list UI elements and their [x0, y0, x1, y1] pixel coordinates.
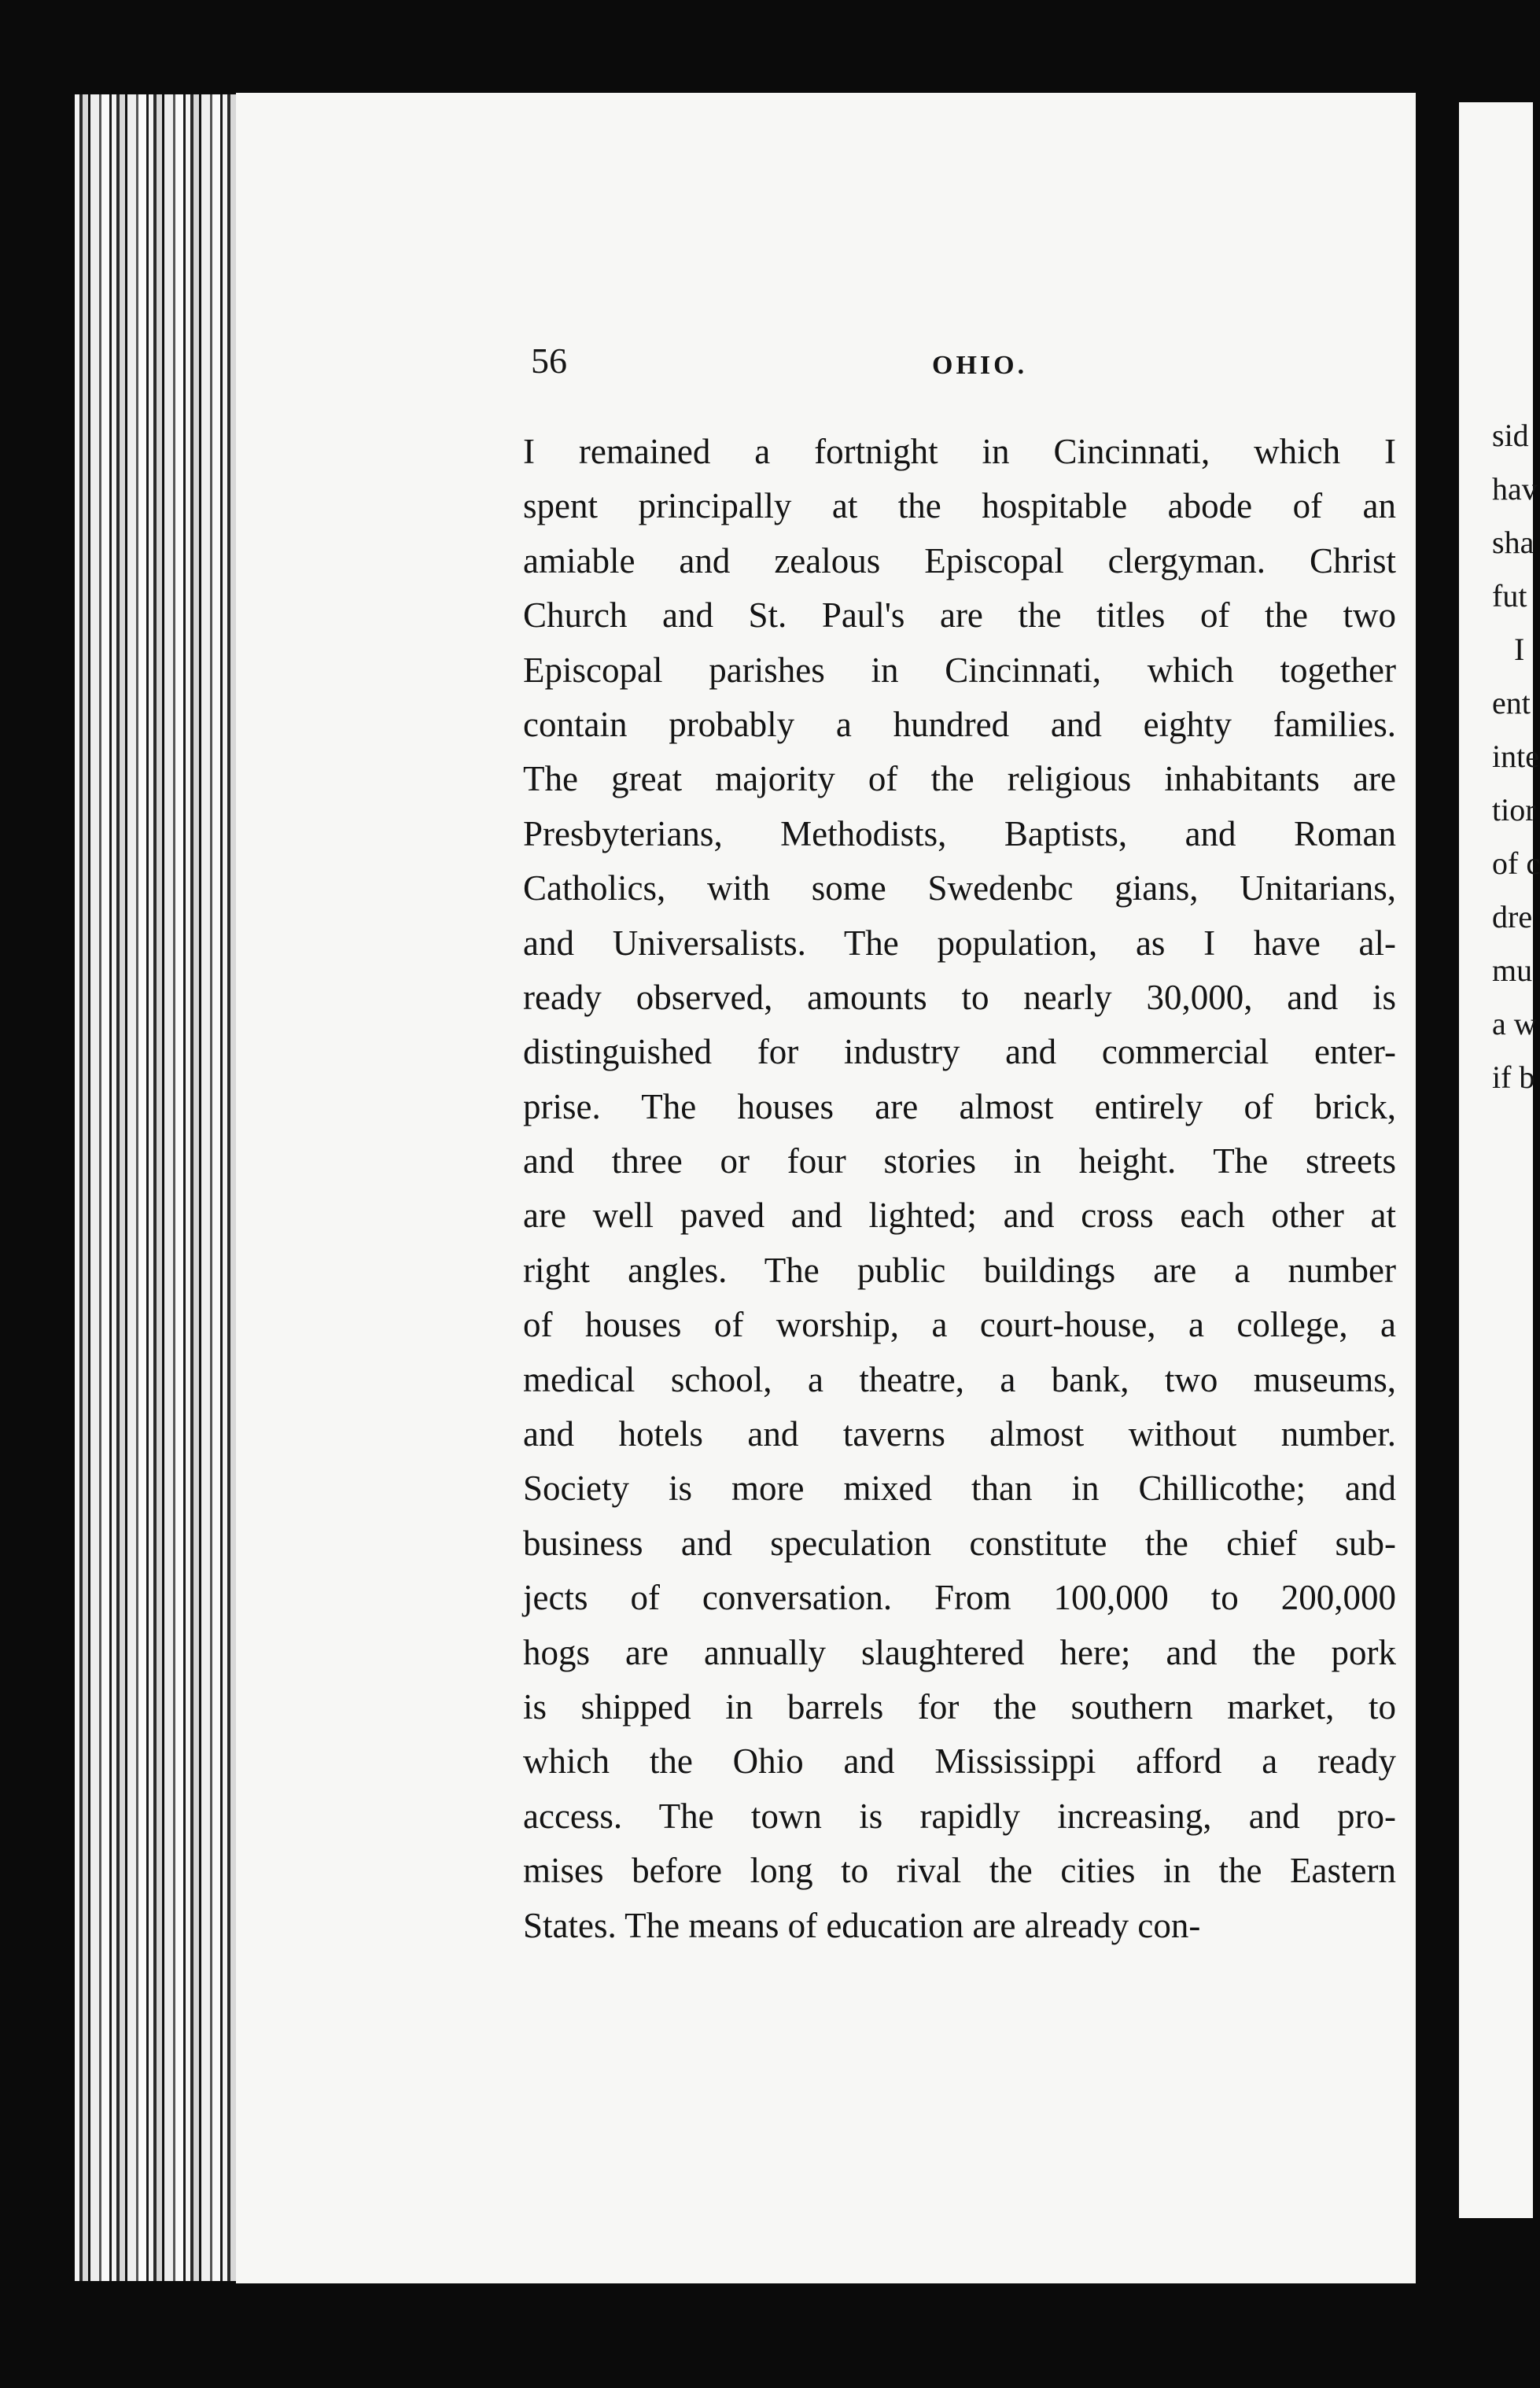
text-line: spent principally at the hospitable abode of an — [523, 486, 1396, 526]
text-line: which the Ohio and Mississippi afford a ready — [523, 1741, 1396, 1782]
facing-page-fragment: mu — [1492, 953, 1533, 988]
text-line: is shipped in barrels for the southern market, to — [523, 1686, 1396, 1727]
text-line: ready observed, amounts to nearly 30,000, and is — [523, 977, 1396, 1017]
text-line: Catholics, with some Swedenbc gians, Unitarians, — [523, 868, 1396, 908]
text-line: amiable and zealous Episcopal clergyman. Christ — [523, 540, 1396, 580]
body-paragraph — [523, 425, 1396, 1953]
facing-page-fragment: hav — [1492, 471, 1538, 507]
text-line: prise. The houses are almost entirely of brick, — [523, 1086, 1396, 1126]
text-line: Presbyterians, Methodists, Baptists, and Roman — [523, 813, 1396, 853]
text-line: and hotels and taverns almost without number. — [523, 1414, 1396, 1454]
facing-page-fragment: I — [1514, 632, 1525, 667]
facing-page — [1459, 102, 1540, 2218]
text-line: mises before long to rival the cities in the Eastern — [523, 1851, 1396, 1891]
page-number: 56 — [531, 341, 567, 381]
text-line: States. The means of education are already con- — [523, 1905, 1201, 1945]
facing-page-fragment: of c — [1492, 846, 1540, 881]
facing-page-fragment: sha — [1492, 525, 1534, 560]
text-line: The great majority of the religious inhabitants are — [523, 759, 1396, 799]
text-line: medical school, a theatre, a bank, two museums, — [523, 1359, 1396, 1399]
text-line: jects of conversation. From 100,000 to 200,000 — [523, 1578, 1396, 1618]
facing-page-fragment: fut — [1492, 578, 1527, 614]
text-line: business and speculation constitute the chief sub- — [523, 1523, 1396, 1563]
facing-page-fragment: tior — [1492, 792, 1536, 827]
book-gutter — [75, 94, 236, 2281]
facing-page-fragment: a w — [1492, 1006, 1537, 1041]
text-line: I remained a fortnight in Cincinnati, which I — [523, 432, 1396, 471]
text-line: Episcopal parishes in Cincinnati, which together — [523, 650, 1396, 690]
facing-page-fragment: ent — [1492, 685, 1531, 720]
text-line: contain probably a hundred and eighty families. — [523, 704, 1396, 744]
text-line: are well paved and lighted; and cross each other at — [523, 1196, 1396, 1236]
text-line: of houses of worship, a court-house, a college, a — [523, 1305, 1396, 1345]
text-line: and Universalists. The population, as I have al- — [523, 923, 1396, 963]
text-line: Church and St. Paul's are the titles of the two — [523, 595, 1396, 636]
text-line: right angles. The public buildings are a number — [523, 1250, 1396, 1290]
text-line: hogs are annually slaughtered here; and the pork — [523, 1632, 1396, 1672]
facing-page-fragment: inte — [1492, 739, 1539, 774]
text-line: access. The town is rapidly increasing, and pro- — [523, 1796, 1396, 1836]
page-header — [531, 340, 1400, 387]
text-line: and three or four stories in height. The streets — [523, 1141, 1396, 1181]
text-line: Society is more mixed than in Chillicothe; and — [523, 1469, 1396, 1509]
running-head: OHIO. — [932, 351, 1028, 380]
facing-page-fragment: if b — [1492, 1059, 1535, 1095]
facing-page-fragment: dre — [1492, 899, 1533, 934]
text-line: distinguished for industry and commercial enter- — [523, 1032, 1396, 1072]
facing-page-fragment: sid — [1492, 418, 1529, 453]
